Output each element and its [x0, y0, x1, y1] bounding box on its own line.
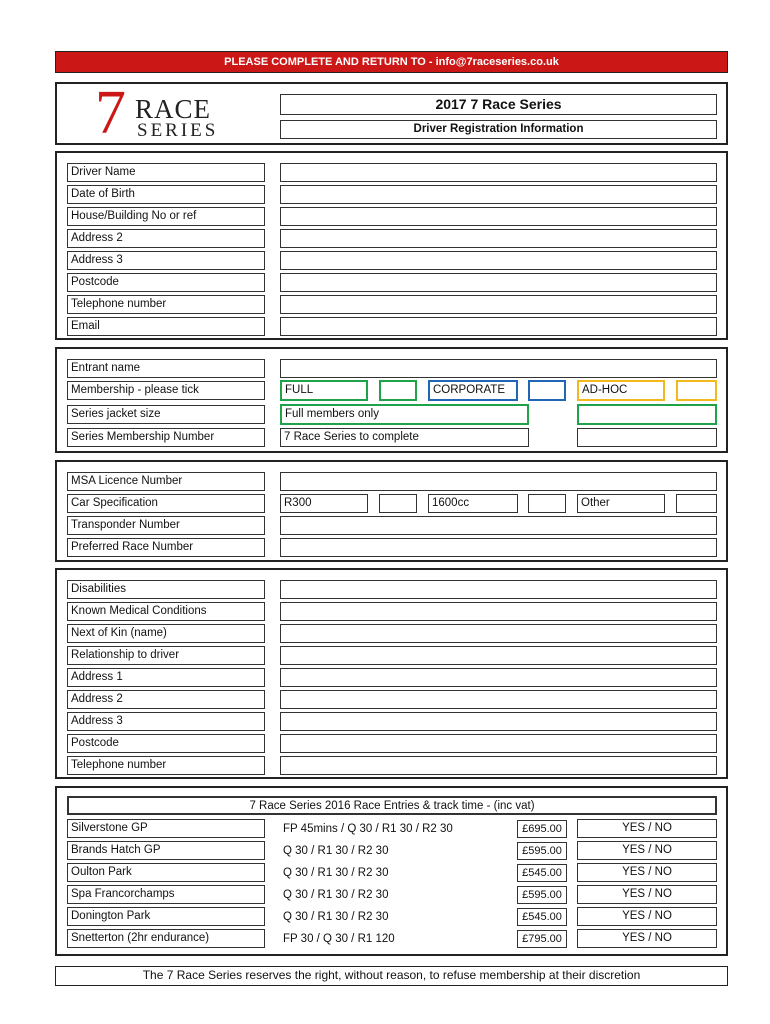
kin-telephone-label: Telephone number: [67, 756, 265, 775]
membership-adhoc-label: AD-HOC: [577, 380, 665, 401]
medical-panel: [55, 568, 728, 779]
format-snetterton: FP 30 / Q 30 / R1 120: [283, 933, 395, 945]
return-banner: PLEASE COMPLETE AND RETURN TO - info@7raceseries.co.uk: [55, 51, 728, 73]
email-label: Email: [67, 317, 265, 336]
car-spec-r300-checkbox[interactable]: [379, 494, 417, 513]
header-panel: [55, 79, 728, 147]
car-spec-label: Car Specification: [67, 494, 265, 513]
membership-number-label: Series Membership Number: [67, 428, 265, 447]
kin-address-1-field[interactable]: [280, 668, 717, 687]
choice-snetterton[interactable]: YES / NO: [577, 929, 717, 948]
choice-donington[interactable]: YES / NO: [577, 907, 717, 926]
postcode-label: Postcode: [67, 273, 265, 292]
jacket-size-label: Series jacket size: [67, 405, 265, 424]
membership-number-extra-field[interactable]: [577, 428, 717, 447]
car-panel: [55, 460, 728, 562]
kin-address-2-label: Address 2: [67, 690, 265, 709]
venue-brands-hatch: Brands Hatch GP: [67, 841, 265, 860]
logo-seven: 7: [95, 79, 126, 147]
medical-conditions-label: Known Medical Conditions: [67, 602, 265, 621]
kin-telephone-field[interactable]: [280, 756, 717, 775]
membership-number-field[interactable]: 7 Race Series to complete: [280, 428, 529, 447]
kin-address-3-label: Address 3: [67, 712, 265, 731]
kin-postcode-label: Postcode: [67, 734, 265, 753]
car-spec-other-label: Other: [577, 494, 665, 513]
car-spec-r300-label: R300: [280, 494, 368, 513]
entrant-name-field[interactable]: [280, 359, 717, 378]
price-silverstone: £695.00: [517, 820, 567, 838]
address-2-label: Address 2: [67, 229, 265, 248]
address-3-label: Address 3: [67, 251, 265, 270]
membership-corporate-label: CORPORATE: [428, 380, 518, 401]
membership-full-checkbox[interactable]: [379, 380, 417, 401]
logo-series: SERIES: [137, 120, 219, 141]
race-entries-title: 7 Race Series 2016 Race Entries & track time - (inc vat): [67, 796, 717, 815]
kin-address-1-label: Address 1: [67, 668, 265, 687]
postcode-field[interactable]: [280, 273, 717, 292]
entrant-panel: [55, 347, 728, 453]
membership-label: Membership - please tick: [67, 381, 265, 400]
disabilities-label: Disabilities: [67, 580, 265, 599]
price-spa: £595.00: [517, 886, 567, 904]
house-building-label: House/Building No or ref: [67, 207, 265, 226]
logo-race: RACE: [135, 94, 212, 124]
membership-adhoc-checkbox[interactable]: [676, 380, 717, 401]
telephone-label: Telephone number: [67, 295, 265, 314]
race-number-label: Preferred Race Number: [67, 538, 265, 557]
relationship-field[interactable]: [280, 646, 717, 665]
kin-address-2-field[interactable]: [280, 690, 717, 709]
kin-address-3-field[interactable]: [280, 712, 717, 731]
price-snetterton: £795.00: [517, 930, 567, 948]
driver-name-field[interactable]: [280, 163, 717, 182]
choice-spa[interactable]: YES / NO: [577, 885, 717, 904]
footer-disclaimer: The 7 Race Series reserves the right, without reason, to refuse membership at their discretion: [55, 966, 728, 986]
format-silverstone: FP 45mins / Q 30 / R1 30 / R2 30: [283, 823, 453, 835]
address-2-field[interactable]: [280, 229, 717, 248]
telephone-field[interactable]: [280, 295, 717, 314]
choice-brands-hatch[interactable]: YES / NO: [577, 841, 717, 860]
disabilities-field[interactable]: [280, 580, 717, 599]
transponder-label: Transponder Number: [67, 516, 265, 535]
race-series-logo: [95, 79, 235, 147]
race-entries-panel: [55, 786, 728, 956]
house-building-field[interactable]: [280, 207, 717, 226]
car-spec-1600cc-label: 1600cc: [428, 494, 518, 513]
form-subtitle: Driver Registration Information: [280, 120, 717, 139]
relationship-label: Relationship to driver: [67, 646, 265, 665]
price-oulton-park: £545.00: [517, 864, 567, 882]
jacket-size-extra-field[interactable]: [577, 404, 717, 425]
msa-licence-field[interactable]: [280, 472, 717, 491]
format-donington: Q 30 / R1 30 / R2 30: [283, 911, 389, 923]
msa-licence-label: MSA Licence Number: [67, 472, 265, 491]
venue-snetterton: Snetterton (2hr endurance): [67, 929, 265, 948]
driver-name-label: Driver Name: [67, 163, 265, 182]
kin-postcode-field[interactable]: [280, 734, 717, 753]
transponder-field[interactable]: [280, 516, 717, 535]
email-field[interactable]: [280, 317, 717, 336]
race-number-field[interactable]: [280, 538, 717, 557]
car-spec-1600cc-checkbox[interactable]: [528, 494, 566, 513]
format-brands-hatch: Q 30 / R1 30 / R2 30: [283, 845, 389, 857]
date-of-birth-label: Date of Birth: [67, 185, 265, 204]
format-spa: Q 30 / R1 30 / R2 30: [283, 889, 389, 901]
driver-panel: [55, 151, 728, 340]
venue-silverstone: Silverstone GP: [67, 819, 265, 838]
medical-conditions-field[interactable]: [280, 602, 717, 621]
next-of-kin-label: Next of Kin (name): [67, 624, 265, 643]
price-donington: £545.00: [517, 908, 567, 926]
car-spec-other-checkbox[interactable]: [676, 494, 717, 513]
venue-oulton-park: Oulton Park: [67, 863, 265, 882]
choice-silverstone[interactable]: YES / NO: [577, 819, 717, 838]
venue-donington: Donington Park: [67, 907, 265, 926]
form-title: 2017 7 Race Series: [280, 94, 717, 115]
date-of-birth-field[interactable]: [280, 185, 717, 204]
format-oulton-park: Q 30 / R1 30 / R2 30: [283, 867, 389, 879]
next-of-kin-field[interactable]: [280, 624, 717, 643]
membership-full-label: FULL: [280, 380, 368, 401]
jacket-size-field[interactable]: Full members only: [280, 404, 529, 425]
entrant-name-label: Entrant name: [67, 359, 265, 378]
membership-corporate-checkbox[interactable]: [528, 380, 566, 401]
price-brands-hatch: £595.00: [517, 842, 567, 860]
address-3-field[interactable]: [280, 251, 717, 270]
venue-spa: Spa Francorchamps: [67, 885, 265, 904]
choice-oulton-park[interactable]: YES / NO: [577, 863, 717, 882]
